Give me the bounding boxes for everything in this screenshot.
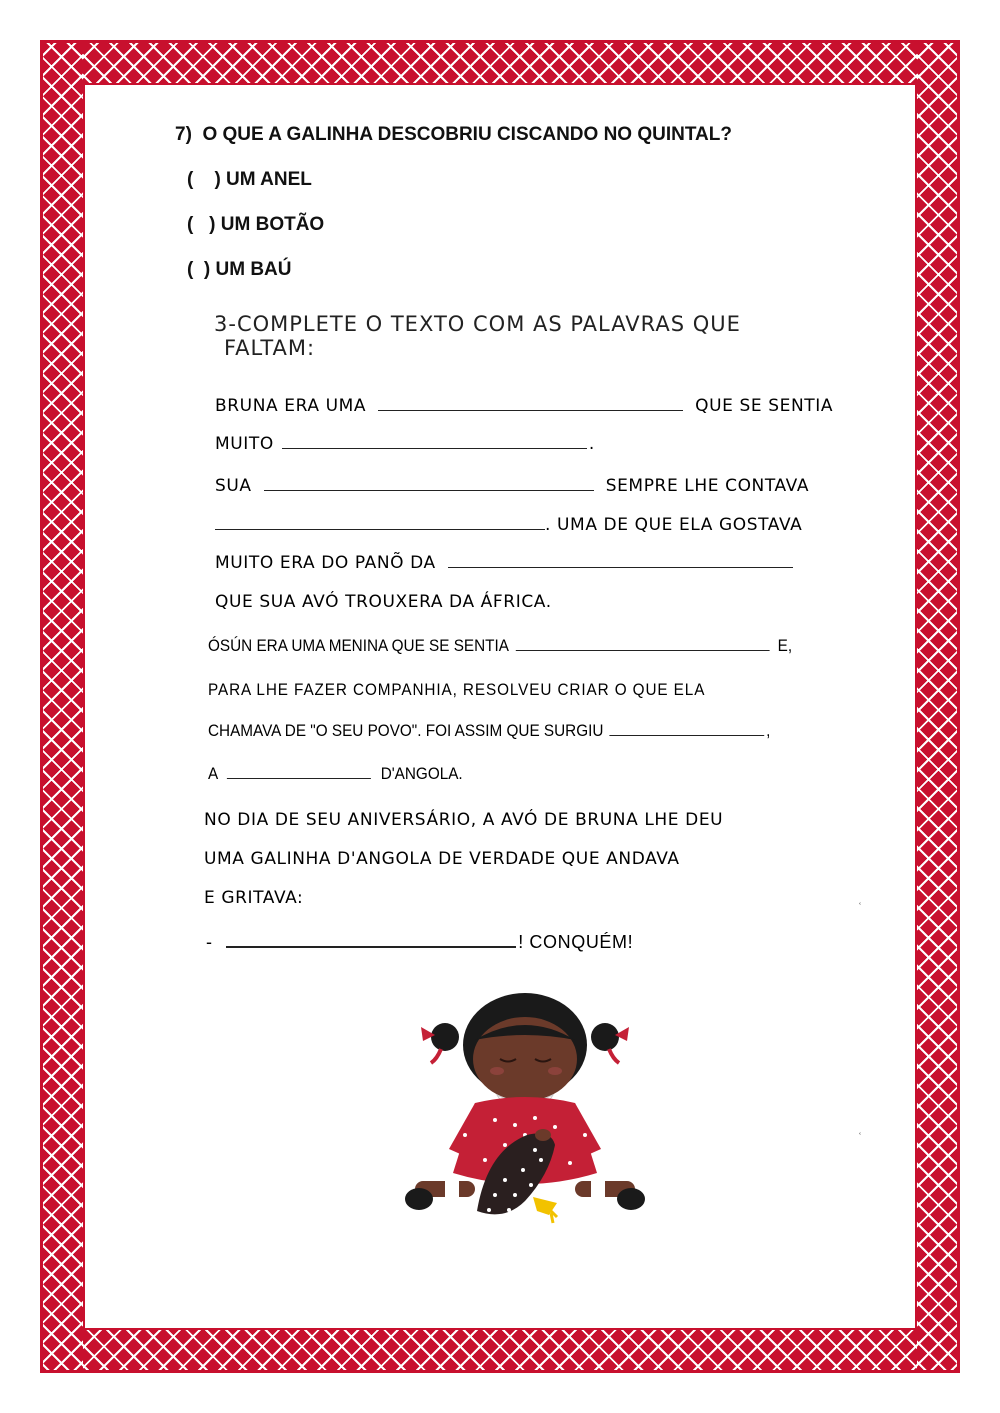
option-anel[interactable]: ( ) UM ANEL: [187, 169, 312, 190]
blank-1[interactable]: [378, 409, 683, 411]
blank-4[interactable]: [215, 528, 545, 530]
p1-line1: BRUNA ERA UMA QUE SE SENTIA: [215, 396, 834, 416]
p2-line3: CHAMAVA DE "O SEU POVO". FOI ASSIM QUE SURGIU ,: [208, 721, 771, 740]
option-botao[interactable]: ( ) UM BOTÃO: [187, 214, 325, 235]
section-3-title: 3-COMPLETE O TEXTO COM AS PALAVRAS QUE FALTAM:: [214, 312, 741, 360]
p2-line1: ÓSÚN ERA UMA MENINA QUE SE SENTIA E,: [208, 636, 793, 655]
question-7: [175, 120, 732, 300]
border-bottom: [40, 1330, 960, 1373]
p1-line2: MUITO .: [215, 434, 595, 454]
p3-line1: NO DIA DE SEU ANIVERSÁRIO, A AVÓ DE BRUNA LHE DEU: [204, 810, 724, 830]
p1-line6: QUE SUA AVÓ TROUXERA DA ÁFRICA.: [215, 592, 552, 612]
border-right: [917, 40, 960, 1373]
girl-with-hen-illustration: [405, 985, 645, 1245]
blank-2[interactable]: [282, 447, 587, 449]
stray-mark: ʿ: [858, 1130, 862, 1144]
section-3: [204, 312, 864, 360]
p2-line4: A D'ANGOLA.: [208, 764, 463, 783]
p1-line5: MUITO ERA DO PANÕ DA: [215, 553, 799, 573]
blank-9[interactable]: [226, 945, 516, 948]
stray-mark: ʿ: [858, 900, 862, 914]
p3-line3: E GRITAVA:: [204, 888, 304, 908]
p2-line2: PARA LHE FAZER COMPANHIA, RESOLVEU CRIAR O QUE ELA: [208, 680, 706, 699]
p1-line4: . UMA DE QUE ELA GOSTAVA: [215, 515, 802, 535]
blank-3[interactable]: [264, 489, 594, 491]
blank-7[interactable]: [609, 734, 764, 736]
p3-line2: UMA GALINHA D'ANGOLA DE VERDADE QUE ANDAVA: [204, 849, 680, 869]
border-top: [40, 40, 960, 83]
p3-line4: - ! CONQUÉM!: [206, 932, 634, 952]
blank-5[interactable]: [448, 566, 793, 568]
p1-line3: SUA SEMPRE LHE CONTAVA: [215, 476, 810, 496]
option-bau[interactable]: ( ) UM BAÚ: [187, 259, 292, 280]
blank-6[interactable]: [516, 649, 770, 651]
blank-8[interactable]: [227, 777, 371, 779]
border-left: [40, 40, 83, 1373]
question-7-title: 7) O QUE A GALINHA DESCOBRIU CISCANDO NO QUINTAL?: [175, 124, 732, 145]
